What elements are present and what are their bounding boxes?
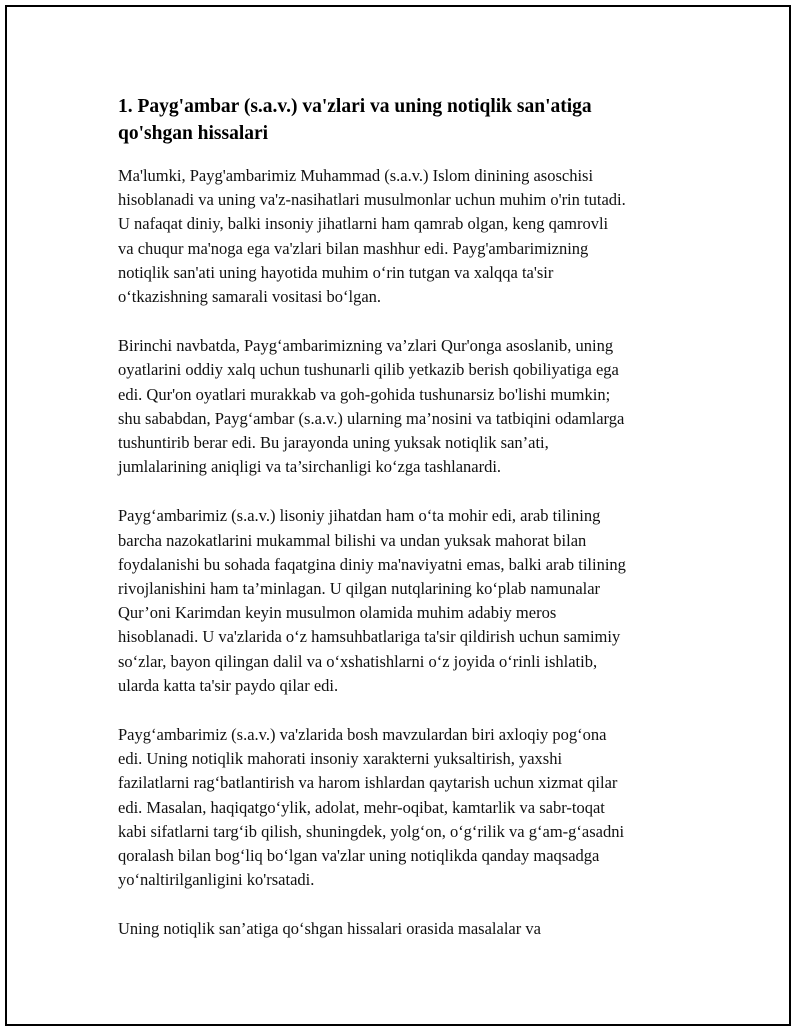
- text-line: fazilatlarni rag‘batlantirish va harom ishlardan qaytarish uchun xizmat qilar: [118, 773, 618, 793]
- text-line: shu sababdan, Payg‘ambar (s.a.v.) ularning ma’nosini va tatbiqini odamlarga: [118, 408, 625, 428]
- text-line: Qur’oni Karimdan keyin musulmon olamida muhim adabiy meros: [118, 603, 557, 623]
- text-line: ularda katta ta'sir paydo qilar edi.: [118, 675, 339, 695]
- text-line: Payg‘ambarimiz (s.a.v.) lisoniy jihatdan ham o‘ta mohir edi, arab tilining: [118, 506, 601, 526]
- heading-line: qo'shgan hissalari: [118, 123, 269, 144]
- text-line: edi. Masalan, haqiqatgo‘ylik, adolat, mehr-oqibat, kamtarlik va sabr-toqat: [118, 797, 605, 817]
- text-line: hisoblanadi va uning va'z-nasihatlari musulmonlar uchun muhim o'rin tutadi.: [118, 190, 626, 210]
- text-line: so‘zlar, bayon qilingan dalil va o‘xshatishlarni o‘z joyida o‘rinli ishlatib,: [118, 651, 598, 671]
- text-line: jumlalarining aniqligi va ta’sirchanligi ko‘zga tashlanardi.: [118, 457, 502, 477]
- text-line: Birinchi navbatda, Payg‘ambarimizning va’zlari Qur'onga asoslanib, uning: [118, 336, 614, 356]
- text-line: va chuqur ma'noga ega va'zlari bilan mashhur edi. Payg'ambarimizning: [118, 238, 589, 258]
- text-line: Payg‘ambarimiz (s.a.v.) va'zlarida bosh mavzulardan biri axloqiy pog‘ona: [118, 725, 607, 745]
- text-line: notiqlik san'ati uning hayotida muhim o‘rin tutgan va xalqqa ta'sir: [118, 262, 554, 282]
- text-line: oyatlarini oddiy xalq uchun tushunarli qilib yetkazib berish qobiliyatiga ega: [118, 360, 619, 380]
- paragraph-5: [118, 917, 698, 941]
- text-line: hisoblanadi. U va'zlarida o‘z hamsuhbatlariga ta'sir qildirish uchun samimiy: [118, 627, 621, 647]
- paragraph-3: [118, 504, 698, 698]
- text-line: tushuntirib berar edi. Bu jarayonda uning yuksak notiqlik san’ati,: [118, 433, 549, 453]
- section-heading: [118, 93, 698, 147]
- paragraph-4: [118, 723, 698, 892]
- text-line: yo‘naltirilganligini ko'rsatadi.: [118, 870, 315, 890]
- heading-line: 1. Payg'ambar (s.a.v.) va'zlari va uning notiqlik san'atiga: [118, 96, 592, 117]
- text-line: barcha nazokatlarini mukammal bilishi va undan yuksak mahorat bilan: [118, 530, 587, 550]
- paragraph-1: [118, 164, 698, 309]
- text-line: edi. Qur'on oyatlari murakkab va goh-gohida tushunarsiz bo'lishi mumkin;: [118, 384, 611, 404]
- text-line: foydalanishi bu sohada faqatgina diniy ma'naviyatni emas, balki arab tilining: [118, 554, 626, 574]
- paragraph-2: [118, 334, 698, 479]
- text-line: Uning notiqlik san’atiga qo‘shgan hissalari orasida masalalar va: [118, 919, 541, 939]
- text-line: kabi sifatlarni targ‘ib qilish, shuningdek, yolg‘on, o‘g‘rilik va g‘am-g‘asadni: [118, 821, 625, 841]
- text-line: o‘tkazishning samarali vositasi bo‘lgan.: [118, 287, 382, 307]
- text-line: rivojlanishini ham ta’minlagan. U qilgan nutqlarining ko‘plab namunalar: [118, 579, 601, 599]
- text-line: qoralash bilan bog‘liq bo‘lgan va'zlar uning notiqlikda qanday maqsadga: [118, 846, 600, 866]
- text-line: edi. Uning notiqlik mahorati insoniy xarakterni yuksaltirish, yaxshi: [118, 749, 563, 769]
- text-line: Ma'lumki, Payg'ambarimiz Muhammad (s.a.v.) Islom dinining asoschisi: [118, 166, 594, 185]
- document-body: [118, 93, 698, 967]
- text-line: U nafaqat diniy, balki insoniy jihatlarni ham qamrab olgan, keng qamrovli: [118, 214, 609, 234]
